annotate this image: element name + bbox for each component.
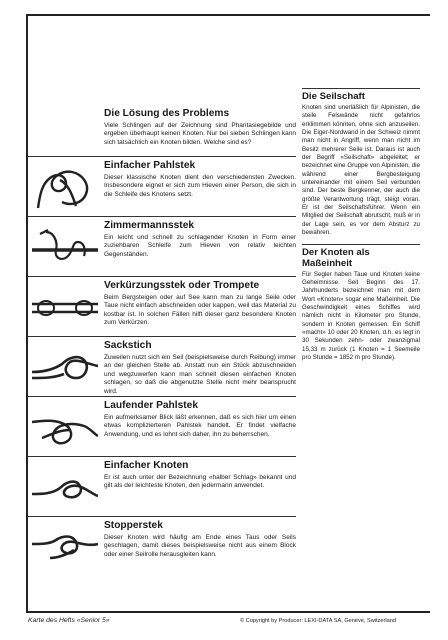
divider (28, 216, 296, 217)
bottom-rule (26, 611, 430, 613)
section-text: Dieser Knoten wird häufig am Ende eines Taus oder Seils geschlagen, damit dieses beispielsweise nicht aus einem Block oder einer Seilrolle herausgleiten kann. (104, 534, 296, 558)
section-title: Einfacher Knoten (104, 460, 189, 471)
section-title: Sackstich (104, 340, 152, 351)
timber-hitch-icon (32, 224, 98, 270)
section-stopperstek (28, 516, 296, 576)
article-text: Für Segler haben Taue und Knoten keine Geheimnisse. Seit Beginn des 17. Jahrhunderts bezeichnet man mit dem Wort «Knoten» sogar eine Maßeinheit. Die Geschwindigkeit eines Schiffes wird nämlich nicht in Kilometer pro Stunde, sondern in Knoten gemessen. Ein Schiff «macht» 10 oder 20 Knoten, d.h. es legt in 30 Sekunden zehn- oder zwanzigmal 15,33 m zurück (1 Knoten = 1 Seemeile pro Stunde = 1852 m pro Stunde). (302, 270, 420, 361)
divider (28, 276, 296, 277)
article-title: Der Knoten als Maßeinheit (302, 246, 370, 269)
sidebar-articles (302, 88, 420, 362)
section-einfacher-pahlstek (28, 156, 296, 216)
section-einfacher-knoten (28, 456, 296, 516)
article-text: Knoten sind unerläßlich für Alpinisten, die steile Felswände nicht gefahrlos erklimmen könnten, ohne sich anzuseilen. Die Eiger-Nordwand in der Schweiz nimmt man nicht in Angriff, wenn man nicht im Besitz mehrerer Seile ist. Daraus ist auch der Begriff «Seilschaft» abgeleitet; er bezeichnet eine Gruppe von Alpinisten, die während einer Bergbesteigung untereinander mit einem Seil verbunden sind. Der beste Bergkenner, der auch die größte Verantwortung trägt, steigt voran. Er ist der Seilschaftsführer. Wenn ein Mitglied der Seilschaft abrutscht, muß er in der Lage sein, es vor dem Absturz zu bewahren. (302, 104, 420, 237)
section-loesung (28, 90, 296, 156)
section-text: Dieser klassische Knoten dient den verschiedensten Zwecken. Insbesondere eignet er sich zum Hieven einer Person, die sich in die Schleife des Knotens setzt. (104, 174, 296, 198)
overhand-loop-icon (32, 344, 98, 390)
top-rule (26, 14, 430, 16)
divider (28, 396, 296, 397)
section-zimmermannsstek (28, 216, 296, 276)
section-text: Er ist auch unter der Bezeichnung «halber Schlag» bekannt und gilt als der leichteste Knoten, den jedermann anwendet. (104, 474, 296, 490)
section-title: Laufender Pahlstek (104, 400, 198, 411)
footer-copyright: © Copyright by Producer: LEXI-DATA SA, Genève, Switzerland (240, 618, 396, 624)
divider (302, 88, 420, 89)
article-knoten-masseinheit (302, 244, 420, 363)
overhand-knot-icon (32, 464, 98, 510)
divider (28, 336, 296, 337)
divider (28, 516, 296, 517)
section-laufender-pahlstek (28, 396, 296, 456)
bowline-knot-icon (32, 164, 98, 210)
section-title: Verkürzungsstek oder Trompete (104, 280, 260, 291)
section-text: Ein leicht und schnell zu schlagender Knoten in Form einer zuziehbaren Schleife zum Hieven von relativ leichten Gegenständen. (104, 234, 296, 258)
knot-list (28, 90, 296, 576)
section-text: Zuweilen nutzt sich ein Seil (beispielsweise durch Reibung) immer an der gleichen Stelle ab. Anstatt nun ein Stück abzuschneiden und wegzuwerfen kann man schnell diesen einfachen Knoten schlagen, so daß die abgenutzte Stelle nicht mehr beansprucht wird. (104, 354, 296, 395)
section-title: Die Lösung des Problems (104, 108, 230, 119)
divider (28, 456, 296, 457)
section-text: Ein aufmerksamer Blick läßt erkennen, daß es sich hier um einen etwas komplizierteren Pahlstek handelt. Er findet vielfache Anwendung, und es lohnt sich daher, ihn zu beherrschen. (104, 414, 296, 438)
sheepshank-knot-icon (32, 284, 98, 330)
divider (302, 244, 420, 245)
article-title: Die Seilschaft (302, 91, 365, 102)
section-verkuerzungsstek (28, 276, 296, 336)
article-seilschaft (302, 88, 420, 238)
section-sackstich (28, 336, 296, 396)
stopper-knot-icon (32, 524, 98, 570)
divider (28, 156, 296, 157)
section-title: Zimmermannsstek (104, 220, 195, 231)
section-title: Stopperstek (104, 520, 163, 531)
section-title: Einfacher Pahlstek (104, 160, 196, 171)
running-bowline-icon (32, 404, 98, 450)
section-text: Beim Bergsteigen oder auf See kann man zu lange Seile oder Taue nicht einfach abschneiden oder kappen, weil das Material zu kostbar ist. In solchen Fällen hilft dieser ganz besondere Knoten zum Verkürzen. (104, 294, 296, 327)
footer-source: Karte des Hefts «Senior 5» (28, 617, 110, 624)
section-text: Viele Schlingen auf der Zeichnung sind Phantasiegebilde und ergeben überhaupt keinen Knoten. Nur bei sieben Schlingen kann sich tatsächlich ein Knoten bilden. Welche sind es? (104, 122, 296, 146)
